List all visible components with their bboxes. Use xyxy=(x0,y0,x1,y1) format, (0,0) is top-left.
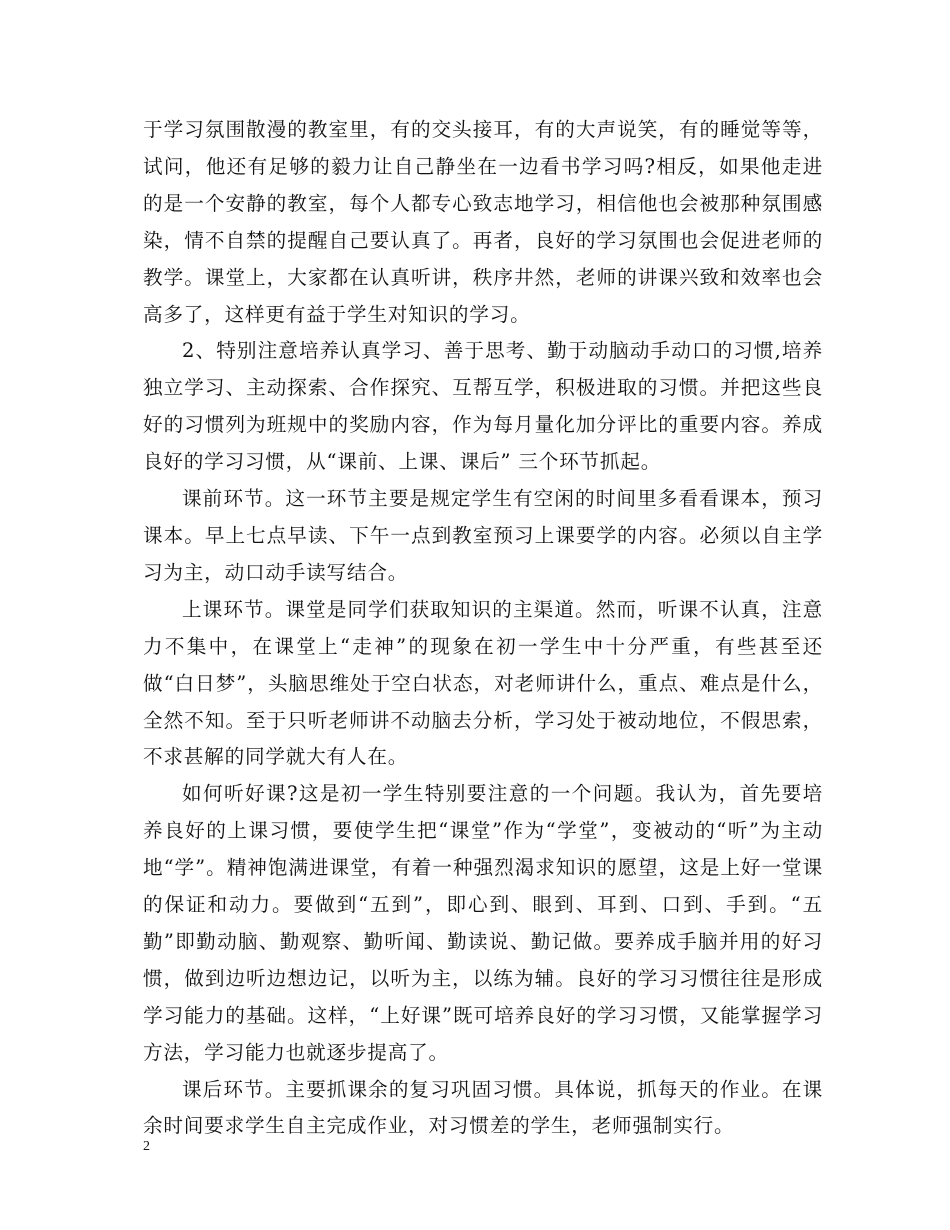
paragraph-after-class: 课后环节。主要抓课余的复习巩固习惯。具体说，抓每天的作业。在课余时间要求学生自主完成作业，对习惯差的学生，老师强制实行。 xyxy=(143,1077,823,1138)
paragraph-listening: 如何听好课?这是初一学生特别要注意的一个问题。我认为，首先要培养良好的上课习惯，要使学生把“课堂”作为“学堂”，变被动的“听”为主动地“学”。精神饱满进课堂，有着一种强烈渴求知识的愿望，这是上好一堂课的保证和动力。要做到“五到”，即心到、眼到、耳到、口到、手到。“五勤”即勤动脑、勤观察、勤听闻、勤读说、勤记做。要养成手脑并用的好习惯，做到边听边想边记，以听为主，以练为辅。良好的学习习惯往往是形成学习能力的基础。这样，“上好课”既可培养良好的学习习惯，又能掌握学习方法，学习能力也就逐步提高了。 xyxy=(143,782,823,1064)
paragraph-continued: 于学习氛围散漫的教室里，有的交头接耳，有的大声说笑，有的睡觉等等，试问，他还有足够的毅力让自己静坐在一边看书学习吗?相反，如果他走进的是一个安静的教室，每个人都专心致志地学习，相信他也会被那种氛围感染，情不自禁的提醒自己要认真了。再者，良好的学习氛围也会促进老师的教学。课堂上，大家都在认真听讲，秩序井然，老师的讲课兴致和效率也会高多了，这样更有益于学生对知识的学习。 xyxy=(143,118,823,326)
paragraph-pre-class: 课前环节。这一环节主要是规定学生有空闲的时间里多看看课本，预习课本。早上七点早读、下午一点到教室预习上课要学的内容。必须以自主学习为主，动口动手读写结合。 xyxy=(143,487,823,584)
page-number: 2 xyxy=(143,1139,150,1154)
document-body xyxy=(143,112,823,1145)
paragraph-in-class: 上课环节。课堂是同学们获取知识的主渠道。然而，听课不认真，注意力不集中，在课堂上“走神”的现象在初一学生中十分严重，有些甚至还做“白日梦”，头脑思维处于空白状态，对老师讲什么，重点、难点是什么，全然不知。至于只听老师讲不动脑去分析，学习处于被动地位，不假思索，不求甚解的同学就大有人在。 xyxy=(143,597,823,769)
paragraph-study-habits: 2、特别注意培养认真学习、善于思考、勤于动脑动手动口的习惯,培养独立学习、主动探索、合作探究、互帮互学，积极进取的习惯。并把这些良好的习惯列为班规中的奖励内容，作为每月量化加分评比的重要内容。养成良好的学习习惯，从“课前、上课、课后” 三个环节抓起。 xyxy=(143,339,823,474)
